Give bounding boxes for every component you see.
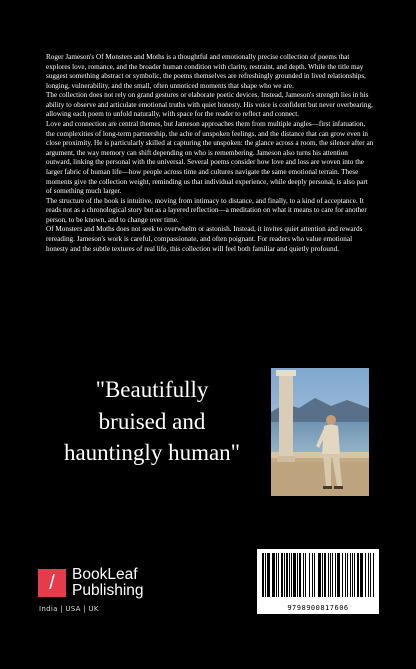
barcode-bar [309, 553, 310, 597]
barcode-bar [342, 553, 343, 597]
barcode-bar [337, 553, 340, 597]
barcode-bar [284, 553, 285, 597]
barcode-bar [332, 553, 333, 597]
barcode-bar [373, 553, 374, 597]
barcode-bar [265, 553, 266, 597]
barcode-bar [350, 553, 351, 597]
publisher-logo-mark: / [38, 569, 66, 597]
barcode-bar [357, 553, 359, 597]
isbn-barcode [257, 549, 379, 614]
barcode-bar [276, 553, 277, 597]
barcode-bar [365, 553, 366, 597]
barcode-bar [291, 553, 292, 597]
barcode-bar [318, 553, 321, 597]
blurb-paragraph: The structure of the book is intuitive, moving from intimacy to distance, and finally, to a kind of acceptance. It reads not as a chronological story but as a layered reflection—a meditation on what it means to care for another person, to be known, and to change over time. [46, 196, 367, 224]
barcode-bar [347, 553, 348, 597]
barcode-bar [324, 553, 326, 597]
back-cover-blurb [46, 53, 374, 254]
barcode-bar [278, 553, 279, 597]
barcode-bar [312, 553, 313, 597]
publisher-name-line2: Publishing [72, 582, 144, 599]
barcode-bar [267, 553, 270, 597]
blurb-paragraph: Roger Jameson's Of Monsters and Moths is a thoughtful and emotionally precise collection of poems that explores love, romance, and the broader human condition with clarity, restraint, and depth. While the title may suggest something abstract or symbolic, the poems themselves are refreshingly grounded in lived relationships, longing, vulnerability, and the small, often unnoticed moments that shape who we are. [46, 53, 366, 90]
barcode-bars [257, 549, 379, 601]
barcode-bar [328, 553, 329, 597]
publisher-name [72, 567, 144, 600]
blurb-paragraph: The collection does not rely on grand gestures or elaborate poetic devices. Instead, Jameson's strength lies in his ability to observe and articulate emotional truths with quiet honesty. His voice is confident but never overbearing, allowing each poem to unfold naturally, with space for the reader to reflect and connect. [46, 91, 373, 119]
barcode-bar [322, 553, 323, 597]
pull-quote: "Beautifully bruised and hauntingly human" [63, 377, 241, 466]
barcode-bar [293, 553, 296, 597]
barcode-bar [345, 553, 346, 597]
publisher-regions: India | USA | UK [39, 605, 99, 613]
barcode-bar [314, 553, 315, 597]
barcode-bar [352, 553, 353, 597]
barcode-bar [286, 553, 288, 597]
barcode-bar [305, 553, 306, 597]
isbn-number: 9798900817606 [287, 604, 349, 612]
barcode-bar [272, 553, 275, 597]
publisher-logo [38, 563, 144, 603]
blurb-paragraph: Of Monsters and Moths does not seek to overwhelm or astonish. Instead, it invites quiet attention and rewards rereading. Jameson's work is careful, compassionate, and often poignant. For readers who value emotional honesty and the subtle textures of real life, this collection will feel both familiar and quietly profound. [46, 225, 363, 253]
barcode-bar [354, 553, 355, 597]
barcode-bar [289, 553, 290, 597]
barcode-bar [330, 553, 331, 597]
publisher-name-line1: BookLeaf [72, 565, 138, 583]
barcode-bar [360, 553, 363, 597]
barcode-bar [303, 553, 304, 597]
blurb-paragraph: Love and connection are central themes, but Jameson approaches them from multiple angles—first infatuation, the complexities of long-term partnership, the ache of unspoken feelings, and the distance that can grow even in close proximity. He is particularly skilled at capturing the unspoken: the glance across a room, the silence after an argument, the way memory can shift depending on who is remembering. Jameson also turns his attention outward, linking the personal with the universal. Several poems consider how love and loss are woven into the larger fabric of human life—how people across time and cultures navigate the same emotional terrain. These moments give the collection weight, reminding us that individual experience, while deeply personal, is also part of something much larger. [46, 120, 374, 196]
barcode-bar [335, 553, 336, 597]
barcode-bar [297, 553, 298, 597]
barcode-bar [281, 553, 283, 597]
barcode-bar [299, 553, 301, 597]
barcode-bar [370, 553, 371, 597]
barcode-bar [262, 553, 264, 597]
author-photo [271, 368, 369, 496]
barcode-bar [368, 553, 369, 597]
